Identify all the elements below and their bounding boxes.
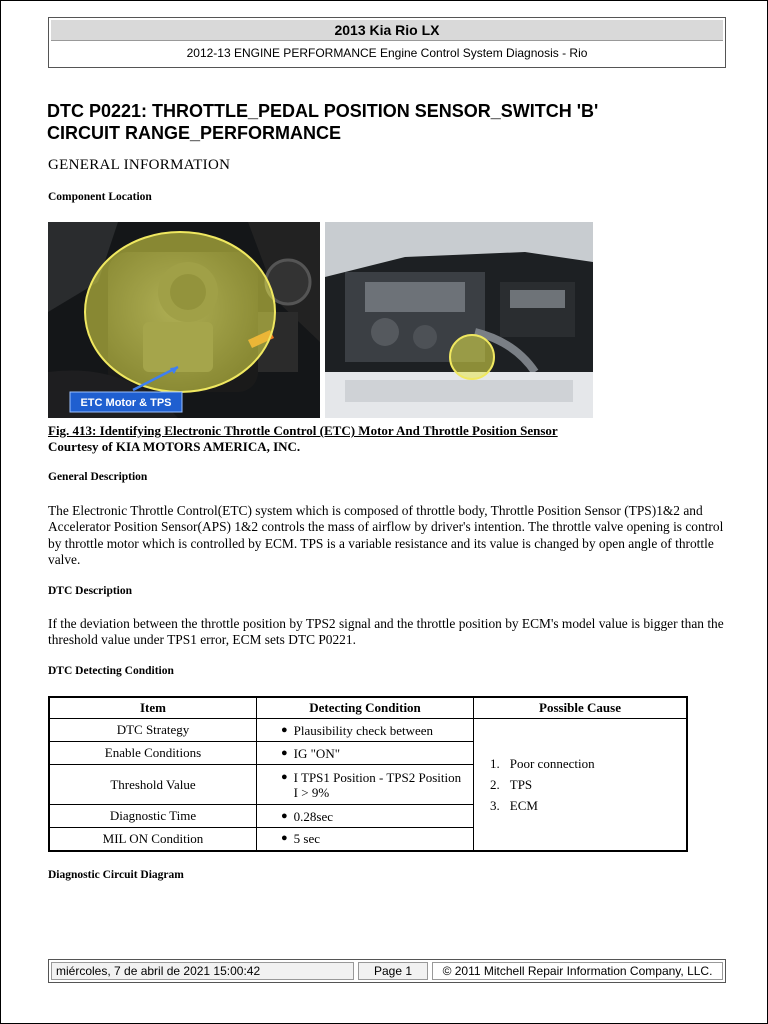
bullet-icon: ● — [281, 746, 288, 759]
list-item: 1. Poor connection — [490, 755, 595, 771]
diagnostic-circuit-heading: Diagnostic Circuit Diagram — [48, 869, 184, 881]
title-line-2: CIRCUIT RANGE_PERFORMANCE — [47, 123, 342, 143]
page-number: Page 1 — [358, 962, 428, 980]
engine-bay-photo — [325, 222, 593, 418]
row-condition: ● IG "ON" — [257, 742, 474, 765]
vehicle-title: 2013 Kia Rio LX — [51, 20, 723, 41]
row-item: Diagnostic Time — [49, 805, 257, 828]
dtc-detecting-heading: DTC Detecting Condition — [48, 665, 174, 677]
possible-cause-cell — [474, 719, 688, 851]
row-item: Enable Conditions — [49, 742, 257, 765]
row-condition: ● 5 sec — [257, 828, 474, 851]
dtc-detecting-table — [48, 696, 688, 852]
list-item: 2. TPS — [490, 776, 533, 792]
column-header-item: Item — [49, 697, 257, 719]
figure-caption: Fig. 413: Identifying Electronic Throttle Control (ETC) Motor And Throttle Position Sensor — [48, 423, 558, 438]
title-line-1: DTC P0221: THROTTLE_PEDAL POSITION SENSOR_SWITCH 'B' — [47, 101, 599, 121]
bullet-icon: ● — [281, 723, 288, 736]
row-condition: ● 0.28sec — [257, 805, 474, 828]
general-information-heading: GENERAL INFORMATION — [48, 157, 231, 173]
row-item: DTC Strategy — [49, 719, 257, 742]
copyright: © 2011 Mitchell Repair Information Company, LLC. — [432, 962, 723, 980]
section-title: 2012-13 ENGINE PERFORMANCE Engine Control System Diagnosis - Rio — [186, 46, 588, 60]
dtc-description-text: If the deviation between the throttle position by TPS2 signal and the throttle position by ECM's model value is bigger than the threshold value under TPS1 error, ECM sets DTC P0221. — [48, 616, 724, 648]
list-item: 3. ECM — [490, 797, 538, 813]
component-location-heading: Component Location — [48, 191, 152, 203]
bullet-icon: ● — [281, 832, 288, 845]
column-header-cause: Possible Cause — [474, 697, 688, 719]
bullet-icon: ● — [281, 809, 288, 822]
column-header-condition: Detecting Condition — [257, 697, 474, 719]
print-date: miércoles, 7 de abril de 2021 15:00:42 — [51, 962, 354, 980]
row-item: Threshold Value — [49, 765, 257, 805]
bullet-icon: ● — [281, 770, 288, 783]
table-row — [49, 719, 687, 742]
figure-courtesy: Courtesy of KIA MOTORS AMERICA, INC. — [48, 439, 301, 454]
table-header-row — [49, 697, 687, 719]
possible-cause-list — [480, 753, 680, 816]
row-condition: ● I TPS1 Position - TPS2 Position I > 9% — [257, 765, 474, 805]
etc-motor-tps-label: ETC Motor & TPS — [80, 397, 172, 409]
row-item: MIL ON Condition — [49, 828, 257, 851]
row-condition: ● Plausibility check between — [257, 719, 474, 742]
throttle-body-photo — [48, 222, 320, 418]
document-footer — [48, 959, 726, 983]
dtc-description-heading: DTC Description — [48, 585, 133, 597]
document-header — [48, 17, 726, 68]
general-description-heading: General Description — [48, 471, 148, 483]
general-description-text: The Electronic Throttle Control(ETC) system which is composed of throttle body, Throttle Position Sensor (TPS)1&2 and Accelerator Position Sensor(APS) 1&2 controls the mass of airflow by driver's intention. The throttle valve opening is control by throttle motor which is controlled by ECM. TPS is a variable resistance and its value is changed by open angle of throttle valve. — [48, 503, 724, 567]
page-title — [47, 100, 727, 144]
